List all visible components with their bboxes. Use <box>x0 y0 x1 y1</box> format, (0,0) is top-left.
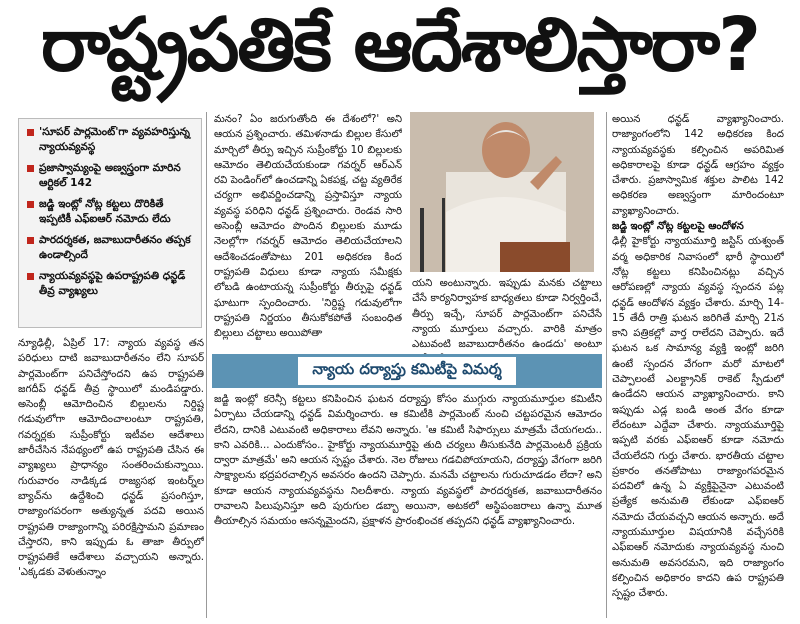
photo-image <box>410 112 594 272</box>
article-column-4 <box>612 112 784 618</box>
article-column-1 <box>18 336 204 616</box>
article-text: జడ్జి ఇంట్లో కరెన్సీ కట్టలు కనిపించిన ఘటన దర్యాప్తు కోసం ముగ్గురు న్యాయమూర్తుల కమిటీని ఏర్పాటు చేయడాన్ని ధన్ఖడ్ విమర్శించారు. ఆ కమిటీకి పార్లమెంట్ నుంచి చట్టపరమైన ఆమోదం లేదని, దానికి ఎటువంటి అధికారాలు లేవని అన్నారు. 'ఆ కమిటీ సిఫార్సులు మాత్రమే చేయగలదు.. కాని ఎవరికి... ఎందుకోసం.. హైకోర్టు న్యాయమూర్తిపై తుది చర్యలు తీసుకునేది పార్లమెంటరీ ప్రక్రియ ద్వారా మాత్రమే' అని ఆయన స్పష్టం చేశారు. నెల రోజులు గడచిపోయాయని, దర్యాప్తు వేగంగా జరిగి సాక్ష్యాలను భద్రపరచాల్సిన అవసరం ఉందని చెప్పారు. మనమే చట్టాలను గురుచూడడం లేదా? అని కూడా ఆయన న్యాయవ్యవస్థను నిలదీశారు. న్యాయ వ్యవస్థలో పారదర్శకత, జవాబుదారీతనం రావాలని పిలుపునిస్తూ అది పురుగుల డబ్బా అయినా, అటకలో అస్థిపంజరాలు ఉన్నా మూత తీయాల్సిన సమయం ఆసన్నమైందని, ప్రక్షాళన ప్రారంభించక తప్పదని ధన్ఖడ్ వ్యాఖ్యానించారు. <box>214 394 602 528</box>
subsection-banner <box>212 354 602 388</box>
article-column-3 <box>412 276 602 354</box>
speaker-photo <box>410 112 594 272</box>
article-column-2 <box>214 112 402 352</box>
banner-article <box>214 392 602 618</box>
highlights-box <box>18 118 202 328</box>
subheading: జడ్జి ఇంట్లో నోట్ల కట్టలపై ఆందోళన <box>612 221 744 233</box>
article-text: ఢిల్లీ హైకోర్టు న్యాయమూర్తి జస్టిస్ యశ్వంత్ వర్మ అధికారిక నివాసంలో భారీ స్థాయిలో నోట్ల కట్టలు కనిపించినట్లు వచ్చిన ఆరోపణల్లో న్యాయ వ్యవస్థ స్పందన పట్ల ధన్ఖడ్ ఆందోళన వ్యక్తం చేశారు. మార్చి 14-15 తేదీ రాత్రి ఘటన జరిగితే మార్చి 21న కాని పత్రికల్లో వార్త రాలేదని చెప్పారు. ఇదే ఘటన ఒక సామాన్య వ్యక్తి ఇంట్లో జరిగి ఉంటే స్పందన వేగంగా మరో మాటలో చెప్పాలంటే ఎలక్ట్రానిక్ రాకెట్ స్పీడులో ఉండేదని ఆయన వ్యాఖ్యానించారు. కాని ఇప్పుడు ఎడ్ల బండి అంత వేగం కూడా లేదంటూ ఎద్దేవా చేశారు. న్యాయమూర్తిపై ఇప్పటి వరకు ఎఫ్ఐఆర్ కూడా నమోదు చేయలేదని గుర్తు చేశారు. భారతీయ చట్టాల ప్రకారం తనతోపాటు రాజ్యాంగపరమైన పదవిలో ఉన్న ఏ వ్యక్తిపైనైనా ఎటువంటి ప్రత్యేక అనుమతి లేకుండా ఎఫ్ఐఆర్ నమోదు చేయవచ్చని ఆయన అన్నారు. అదే న్యాయమూర్తుల విషయానికి వచ్చేసరికి ఎఫ్ఐఆర్ నమోదుకు న్యాయవ్యవస్థ నుంచి అనుమతి అవసరమని, ఇది రాజ్యాంగం కల్పించిన అధికారం కాదని ఉప రాష్ట్రపతి స్పష్టం చేశారు. <box>612 236 784 600</box>
column-divider <box>206 112 207 618</box>
highlight-item: పారదర్శకత, జవాబుదారీతనం తప్పక ఉండాల్సిందే <box>27 233 195 263</box>
article-text: మనం? ఏం జరుగుతోంది ఈ దేశంలో?' అని ఆయన ప్రశ్నించారు. తమిళనాడు బిల్లుల కేసులో మార్చిలో తీర్పు ఇచ్చిన సుప్రీంకోర్టు 10 బిల్లులకు ఆమోదం తెలియచేయకుండా గవర్నర్ ఆర్ఎన్ రవి పెండింగ్‌లో ఉంచడాన్ని ఏకపక్ష, చట్ట వ్యతిరేక చర్యగా అభివర్ణించడాన్ని ప్రస్తావిస్తూ న్యాయ వ్యవస్థ పరిధిని ధన్ఖడ్ ప్రశ్నించారు. రెండవ సారి అసెంబ్లీ ఆమోదం పొందిన బిల్లులకు మూడు నెలల్లోగా గవర్నర్ ఆమోదం తెలియచేయాలని ఆదేశించడంతోపాటు 201 అధికరణ కింద రాష్ట్రపతి విధులు కూడా న్యాయ సమీక్షకు లోబడి ఉంటాయన్న సుప్రీంకోర్టు తీర్పుపై ధన్ఖడ్ ఘాటుగా స్పందించారు. 'నిర్దిష్ట గడువులోగా రాష్ట్రపతి నిర్ణయం తీసుకోకపోతే సంబంధిత బిల్లులు చట్టాలు అయిపోతా <box>214 114 402 340</box>
highlight-item: న్యాయవ్యవస్థపై ఉపరాష్ట్రపతి ధన్ఖడ్ తీవ్ర వ్యాఖ్యలు <box>27 269 195 299</box>
highlight-item: 'సూపర్ పార్లమెంట్'గా వ్యవహరిస్తున్న న్యాయవ్యవస్థ <box>27 125 195 155</box>
article-text: అయిన ధన్ఖడ్ వ్యాఖ్యానించారు. రాజ్యాంగంలోని 142 అధికరణ కింద న్యాయవ్యవస్థకు కల్పించిన అపరిమిత అధికారాలపై కూడా ధన్ఖడ్ ఆగ్రహం వ్యక్తం చేశారు. ప్రజాస్వామిక శక్తుల పాలిట 142 అధికరణ అణ్వస్త్రంగా మారిందంటూ వ్యాఖ్యానించారు. <box>612 114 784 217</box>
article-text: న్యూఢిల్లీ, ఏప్రిల్ 17: న్యాయ వ్యవస్థ తన పరిధులు దాటి జవాబుదారీతనం లేని సూపర్ పార్లమెంట్‌గా పనిచేస్తోందని ఉప రాష్ట్రపతి జగదీప్ ధన్ఖడ్ తీవ్ర స్థాయిలో మండిపడ్డారు. అసెంబ్లీ ఆమోదించిన బిల్లులను నిర్దిష్ట గడువులోగా ఆమోదించాలంటూ రాష్ట్రపతి, గవర్నర్లకు సుప్రీంకోర్టు ఇటీవల ఆదేశాలు జారీచేసిన నేపథ్యంలో ఉప రాష్ట్రపతి చేసిన ఈ వ్యాఖ్యలు ప్రాధాన్యం సంతరించుకున్నాయి. గురువారం నాడిక్కడ రాజ్యసభ ఇంటర్న్‌ల బ్యాచ్‌ను ఉద్దేశించి ధన్ఖడ్ ప్రసంగిస్తూ, రాజ్యాంగపరంగా అత్యున్నత పదవి అయిన రాష్ట్రపతి రాజ్యాంగాన్ని పరిరక్షిస్తామని ప్రమాణం చేస్తారని, కాని ఇప్పుడు ఓ తాజా తీర్పులో రాష్ట్రపతికే ఆదేశాలు వచ్చాయని అన్నారు. 'ఎక్కడకు వెళుతున్నాం <box>18 338 204 579</box>
headline: రాష్ట్రపతికే ఆదేశాలిస్తారా? <box>40 2 759 88</box>
banner-title: న్యాయ దర్యాప్తు కమిటీపై విమర్శ <box>298 357 515 385</box>
article-text: యని అంటున్నారు. ఇప్పుడు మనకు చట్టాలు చేసే కార్యనిర్వాహక బాధ్యతలు కూడా నిర్వర్తించే, తీర్పు ఇచ్చే, సూపర్ పార్లమెంట్‌గా పనిచేసే న్యాయ మూర్తులు వచ్చారు. వారికి మాత్రం ఎటువంటి జవాబుదారీతనం ఉండదు' అంటూ <box>412 278 602 351</box>
column-divider <box>606 112 607 618</box>
highlight-item: జడ్జి ఇంట్లో నోట్ల కట్టలు దొరికితే ఇప్పటికీ ఎఫ్ఐఆర్ నమోదు లేదు <box>27 197 195 227</box>
highlight-item: ప్రజాస్వామ్యంపై అణ్వస్త్రంగా మారిన ఆర్టికల్ 142 <box>27 161 195 191</box>
